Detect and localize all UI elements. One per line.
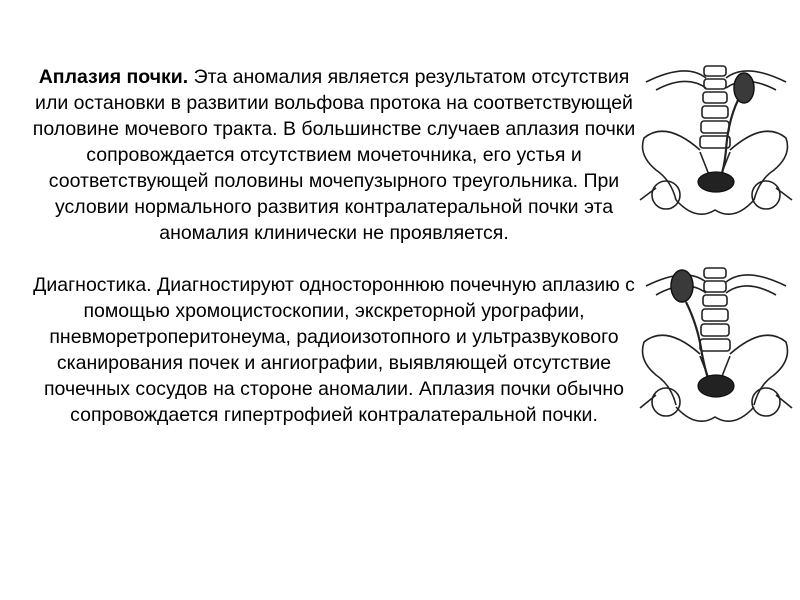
pelvis-spine-single-kidney-icon: [636, 262, 796, 437]
illustration-kidney-aplasia-top: [636, 60, 796, 230]
paragraph-aplasia-text: Эта аномалия является результатом отсутствия или остановки в развитии вольфова протока на соответствующей половине мочевого тракта. В большинстве случаев аплазия почки сопровождается отсутствием мочеточника, его устья и соответствующей половины мочепузырного треугольника. При условии нормального развития контралатеральной почки эта аномалия клинически не проявляется.: [32, 66, 636, 244]
paragraph-aplasia: [30, 64, 638, 246]
pelvis-spine-single-kidney-icon: [636, 60, 796, 230]
text-block: [30, 64, 638, 428]
paragraph-diagnostics: [30, 272, 638, 428]
illustration-kidney-aplasia-bottom: [636, 262, 796, 437]
paragraph-aplasia-heading: Аплазия почки.: [38, 66, 189, 88]
paragraph-diagnostics-text: Диагностика. Диагностируют одностороннюю почечную аплазию с помощью хромоцистоскопии, экскреторной урографии, пневморетроперитонеума, радиоизотопного и ультразвукового сканирования почек и ангиографии, выявляющей отсутствие почечных сосудов на стороне аномалии. Аплазия почки обычно сопровождается гипертрофией контралатеральной почки.: [33, 274, 635, 426]
